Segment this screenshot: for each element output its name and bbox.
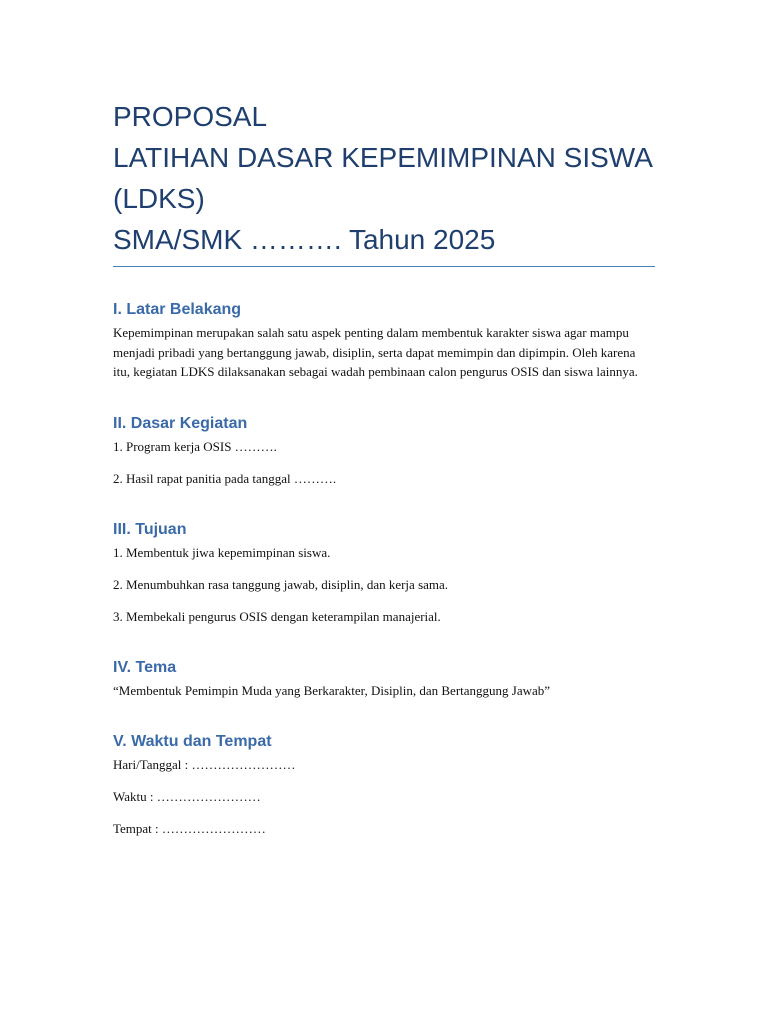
title-line-proposal: PROPOSAL xyxy=(113,101,268,132)
list-item: 1. Membentuk jiwa kepemimpinan siswa. xyxy=(113,544,331,560)
list-item: 2. Menumbuhkan rasa tanggung jawab, disiplin, dan kerja sama. xyxy=(113,576,449,592)
list-item: 1. Program kerja OSIS ………. xyxy=(113,438,277,454)
section-paragraph: Kepemimpinan merupakan salah satu aspek penting dalam membentuk karakter siswa agar mampu menjadi pribadi yang bertanggung jawab, disiplin, serta dapat memimpin dan dipimpin. Oleh karena itu, kegiatan LDKS dilaksanakan sebagai wadah pembinaan calon pengurus OSIS dan siswa lainnya. xyxy=(113,325,638,380)
section-heading: I. Latar Belakang xyxy=(113,301,242,318)
title-line-abbreviation: (LDKS) xyxy=(113,183,205,214)
list-item: Tempat : …………………… xyxy=(113,821,266,837)
list-item: 2. Hasil rapat panitia pada tanggal ………. xyxy=(113,470,337,486)
list-item: 3. Membekali pengurus OSIS dengan keterampilan manajerial. xyxy=(113,608,441,624)
section-heading: III. Tujuan xyxy=(113,520,187,538)
section-paragraph: “Membentuk Pemimpin Muda yang Berkarakter, Disiplin, dan Bertanggung Jawab” xyxy=(113,682,551,698)
title-line-school-year: SMA/SMK ………. Tahun 2025 xyxy=(113,224,496,255)
section-tujuan xyxy=(113,520,655,626)
section-heading: II. Dasar Kegiatan xyxy=(113,414,248,432)
section-latar-belakang xyxy=(113,300,655,382)
document-page xyxy=(113,96,655,838)
section-dasar-kegiatan xyxy=(113,414,655,488)
section-waktu-tempat xyxy=(113,732,655,838)
section-heading: V. Waktu dan Tempat xyxy=(113,733,272,751)
section-heading: IV. Tema xyxy=(113,658,177,676)
section-tema xyxy=(113,658,655,701)
document-title xyxy=(113,96,655,267)
list-item: Waktu : …………………… xyxy=(113,789,261,805)
list-item: Hari/Tanggal : …………………… xyxy=(113,757,296,773)
title-line-program: LATIHAN DASAR KEPEMIMPINAN SISWA xyxy=(113,142,653,173)
